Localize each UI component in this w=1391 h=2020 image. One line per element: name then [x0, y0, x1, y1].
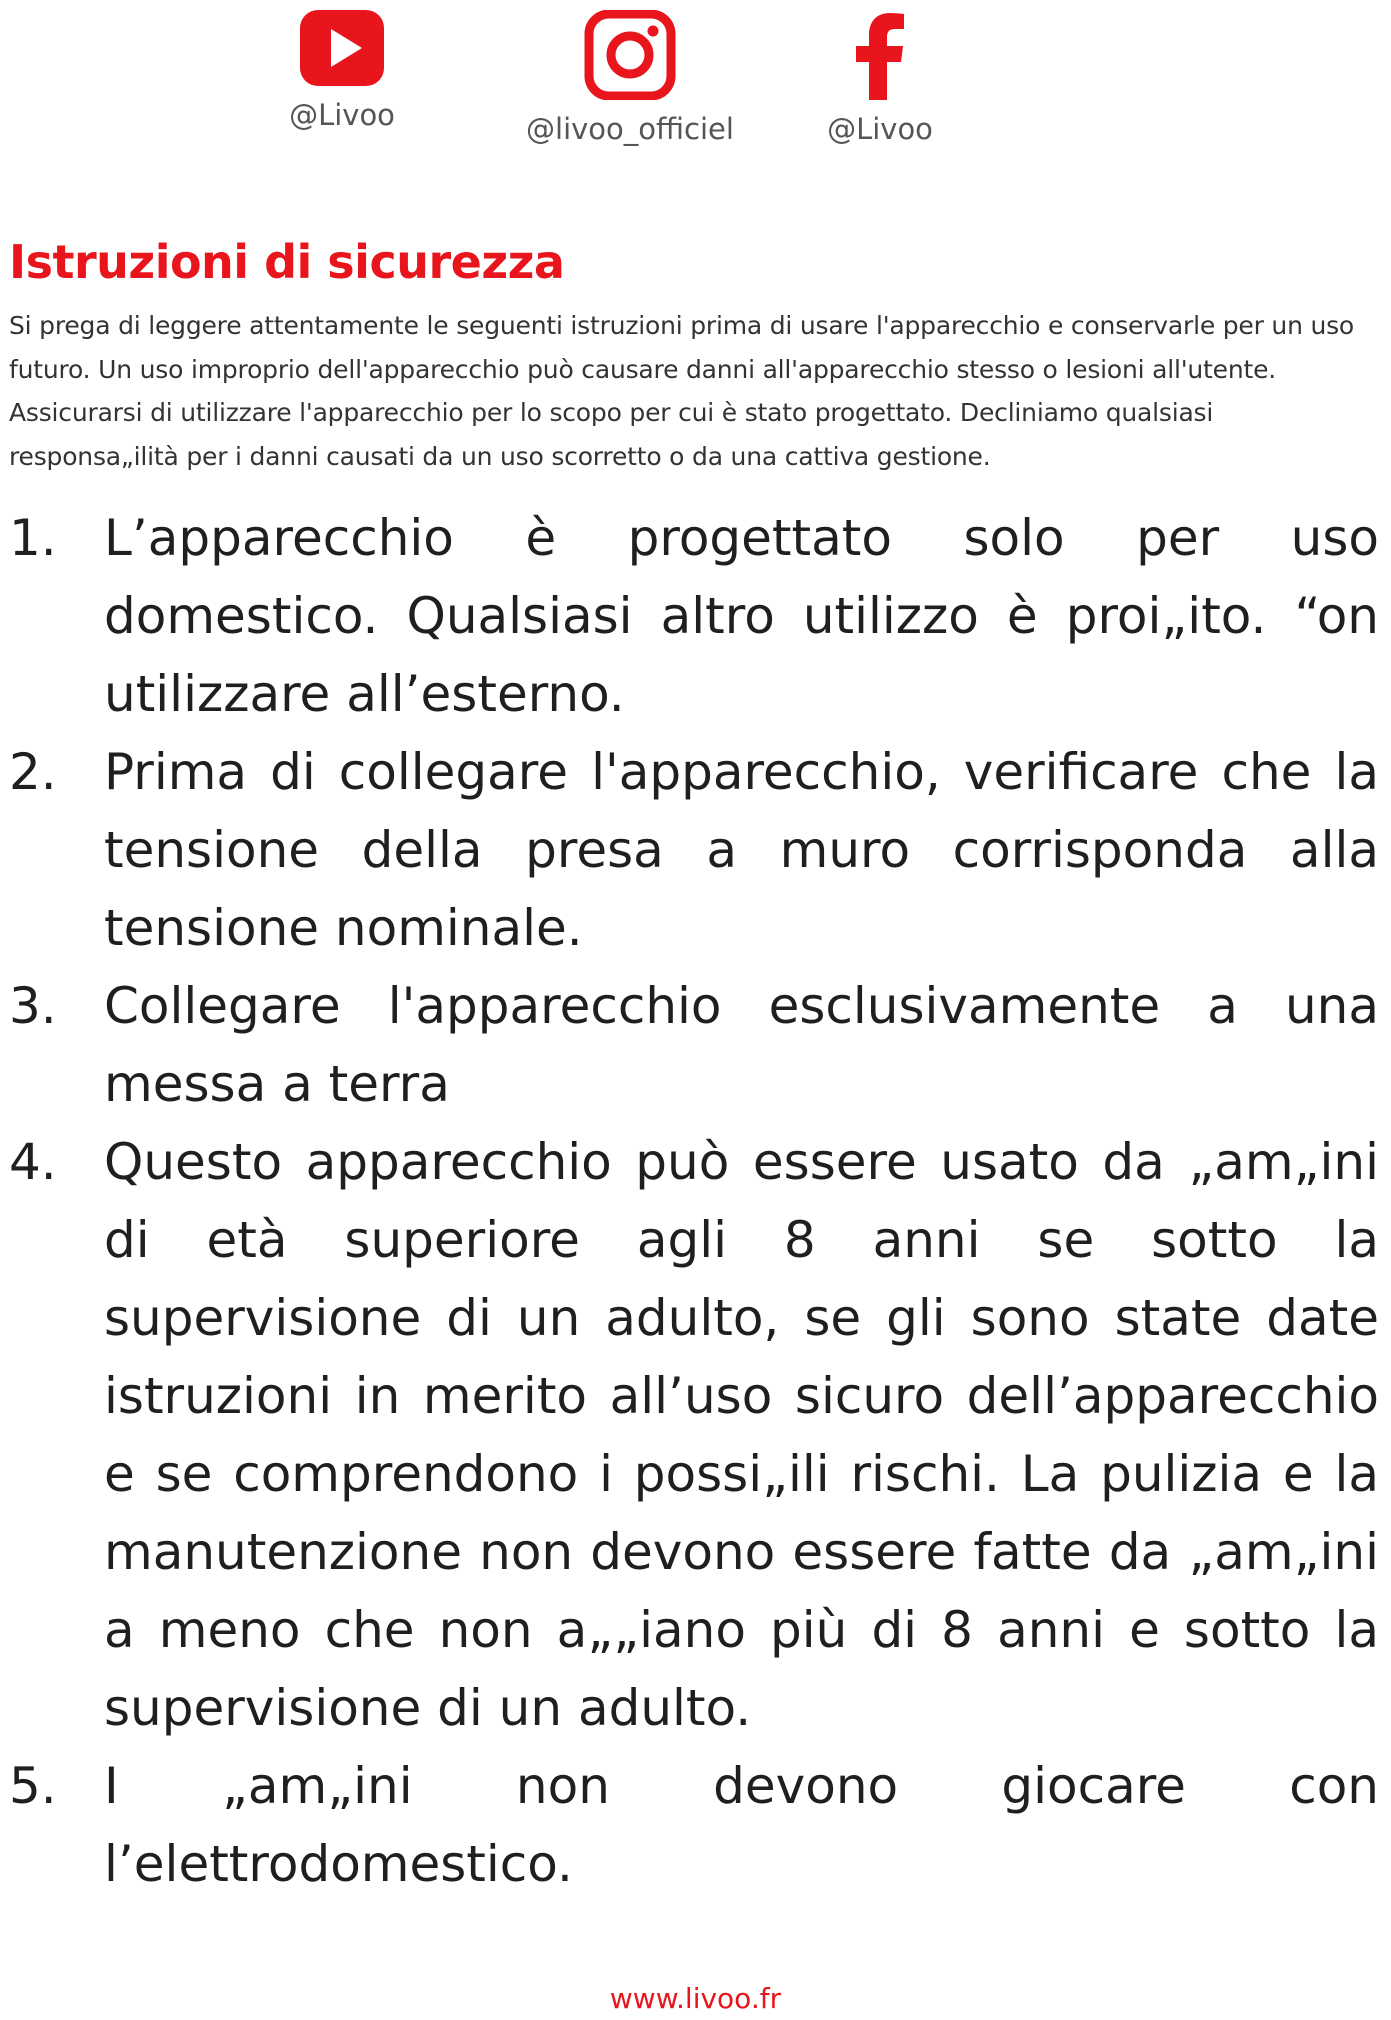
footer-url[interactable]: www.livoo.fr: [609, 1982, 782, 2015]
item-text: Prima di collegare l'apparecchio, verificare che la tensione della presa a muro corrisponda alla tensione nominale.: [104, 743, 1379, 957]
item-text: L’apparecchio è progettato solo per uso domestico. Qualsiasi altro utilizzo è proi„ito. “on utilizzare all’esterno.: [104, 509, 1379, 723]
list-item: [9, 733, 1379, 967]
instagram-icon: [584, 10, 676, 100]
social-instagram[interactable]: [510, 10, 750, 146]
item-number: 2.: [9, 743, 57, 801]
intro-paragraph: Si prega di leggere attentamente le seguenti istruzioni prima di usare l'apparecchio e conservarle per un uso futuro. Un uso improprio dell'apparecchio può causare danni all'apparecchio stesso o lesioni all'utente. Assicurarsi di utilizzare l'apparecchio per lo scopo per cui è stato progettato. Decliniamo qualsiasi responsa„ilità per i danni causati da un uso scorretto o da una cattiva gestione.: [9, 311, 1355, 471]
item-number: 5.: [9, 1757, 57, 1815]
list-item: [9, 1123, 1379, 1747]
youtube-handle: @Livoo: [289, 98, 395, 132]
facebook-icon: [852, 10, 908, 100]
item-number: 4.: [9, 1133, 57, 1191]
item-text: I „am„ini non devono giocare con l’elettrodomestico.: [104, 1757, 1379, 1893]
list-item: [9, 1747, 1379, 1903]
item-number: 3.: [9, 977, 57, 1035]
safety-instructions-list: [9, 499, 1379, 1903]
social-facebook[interactable]: [800, 10, 960, 146]
item-number: 1.: [9, 509, 57, 567]
instagram-handle: @livoo_officiel: [526, 112, 734, 146]
item-text: Questo apparecchio può essere usato da „am„ini di età superiore agli 8 anni se sotto la supervisione di un adulto, se gli sono state date istruzioni in merito all’uso sicuro dell’apparecchio e se comprendono i possi„ili rischi. La pulizia e la manutenzione non devono essere fatte da „am„ini a meno che non a„„iano più di 8 anni e sotto la supervisione di un adulto.: [104, 1133, 1379, 1737]
list-item: [9, 499, 1379, 733]
item-text: Collegare l'apparecchio esclusivamente a una messa a terra: [104, 977, 1379, 1113]
list-item: [9, 967, 1379, 1123]
youtube-icon: [300, 10, 384, 86]
facebook-handle: @Livoo: [827, 112, 933, 146]
section-title: Istruzioni di sicurezza: [9, 235, 565, 289]
social-youtube[interactable]: [252, 10, 432, 132]
